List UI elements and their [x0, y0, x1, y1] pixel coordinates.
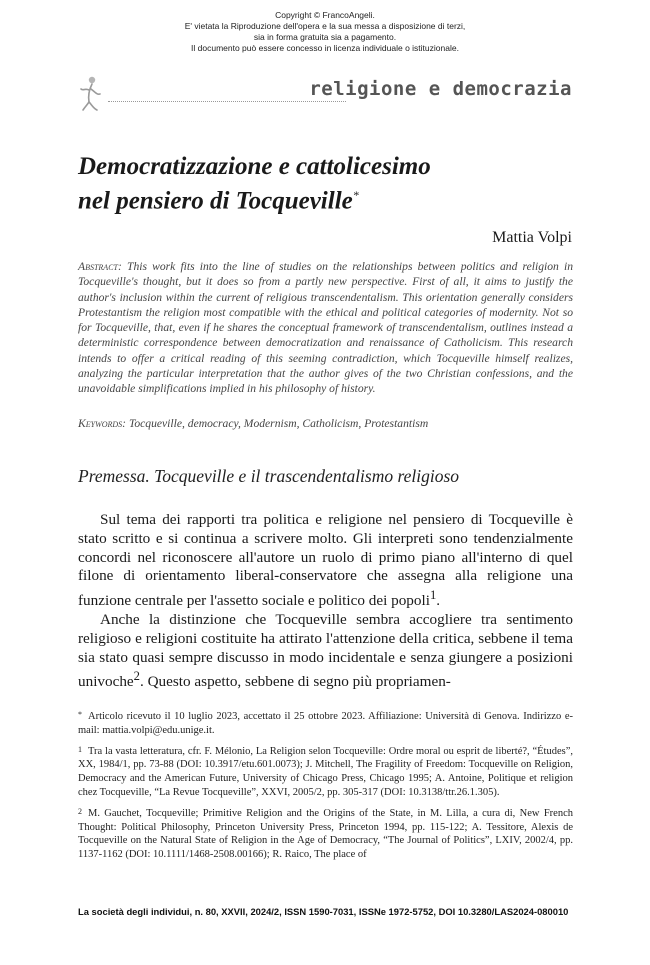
copyright-line: sia in forma gratuita sia a pagamento. [253, 32, 397, 42]
paragraph-text: Anche la distinzione che Tocqueville sembra accogliere tra sentimento religioso e religioni costituite ha attirato l'attenzione della critica, sebbene il tema sia stato quasi sempre discusso in modo incidentale e senza giungere a posizioni univoche [78, 611, 573, 691]
copyright-line: Il documento può essere concesso in licenza individuale o istituzionale. [191, 43, 459, 53]
journal-figure-icon [76, 74, 106, 112]
body-text [78, 511, 573, 692]
footnote-text: Articolo ricevuto il 10 luglio 2023, accettato il 25 ottobre 2023. Affiliazione: Università di Genova. Indirizzo e-mail: mattia.volpi@edu.unige.it. [78, 711, 573, 736]
footnote-ref: 2 [133, 669, 140, 684]
abstract [78, 259, 573, 397]
paragraph-text-tail: . [436, 592, 441, 610]
copyright-notice [0, 10, 650, 54]
keywords-text: Tocqueville, democracy, Modernism, Catholicism, Protestantism [128, 417, 429, 430]
abstract-label: Abstract: [78, 260, 122, 273]
footnote-mark: 2 [78, 806, 82, 816]
footnote-mark: * [78, 710, 82, 719]
copyright-line: Copyright © FrancoAngeli. [275, 10, 375, 20]
header-dotted-rule [108, 101, 346, 102]
keywords [78, 417, 573, 430]
footnote-text: M. Gauchet, Tocqueville; Primitive Religion and the Origins of the State, in M. Lilla, a cura di, New French Thought: Political Philosophy, Princeton University Press, Princeton 1994, pp. 115-122; A. Tessitore, Alexis de Tocqueville on the Natural State of Religion in the Age of Democracy, “The Journal of Politics”, LXIV, 2002/4, pp. 1137-1162 (DOI: 10.1111/1468-2508.00166); R. Raico, The place of [78, 807, 573, 861]
footnote-text: Tra la vasta letteratura, cfr. F. Mélonio, La Religion selon Tocqueville: Ordre moral ou esprit de liberté?, “Études”, XX, 1984/1, pp. 73-88 (DOI: 10.3917/etu.601.0073); J. Mitchell, The Fragility of Freedom: Tocqueville on Religion, Democracy and the American Future, University of Chicago Press, Chicago 1995; A. Antoine, Politique et religion chez Tocqueville, “La Revue Tocqueville”, XXVI, 2005/2, pp. 305-317 (DOI: 10.3138/ttr.26.1.305). [78, 745, 573, 798]
author-name: Mattia Volpi [492, 229, 572, 246]
footnote-mark: 1 [78, 744, 82, 754]
abstract-text: This work fits into the line of studies on the relationships between politics and religion in Tocqueville's thought, but it does so from a partly new perspective. First of all, it aims to justify the author's inclusion within the current of religious transcendentalism. This orientation generally considers Protestantism the religion most compatible with the ethical and political categories of modernity. Not so for Tocqueville, that, even if he shares the conceptual framework of transcendentalism, outlines instead a deterministic correspondence between democratization and renaissance of Catholicism. This research intends to offer a critical reading of this seeming contradiction, which Tocqueville himself realizes, analyzing the particular interpretation that the author gives of the two Christian confessions, and the unavoidable simplifications implied in his philosophy of history. [78, 260, 573, 396]
copyright-line: E' vietata la Riproduzione dell'opera e la sua messa a disposizione di terzi, [184, 21, 466, 31]
title-line-1: Democratizzazione e cattolicesimo [78, 153, 431, 180]
paragraph-text-tail: . Questo aspetto, sebbene di segno più propriamen- [140, 673, 451, 691]
journal-footer: La società degli individui, n. 80, XXVII, 2024/2, ISSN 1590-7031, ISSNe 1972-5752, DOI 10.3280/LAS2024-080010 [78, 906, 569, 917]
footnote-ref: 1 [429, 588, 437, 603]
section-title: Premessa. Tocqueville e il trascendentalismo religioso [78, 466, 460, 486]
footnote [78, 708, 573, 738]
paragraph-text: Sul tema dei rapporti tra politica e religione nel pensiero di Tocqueville è stato scritto e si continua a scrivere molto. Gli interpreti sono tendenzialmente concordi nel riconoscere all'autore un ruolo di primo piano all'interno di quel filone di orientamento liberal-conservatore che assegna alla religione una funzione centrale per l'assetto sociale e politico dei popoli [78, 511, 573, 610]
footnote [78, 805, 573, 862]
footnotes [78, 708, 573, 867]
title-line-2: nel pensiero di Tocqueville [78, 187, 353, 215]
keywords-label: Keywords: [78, 417, 127, 430]
body-paragraph [78, 511, 573, 611]
body-paragraph [78, 611, 573, 692]
title-footnote-mark: * [352, 188, 359, 202]
running-header-title: religione e democrazia [309, 78, 572, 100]
footnote [78, 743, 573, 800]
running-header [72, 74, 572, 114]
article-title [78, 152, 578, 215]
